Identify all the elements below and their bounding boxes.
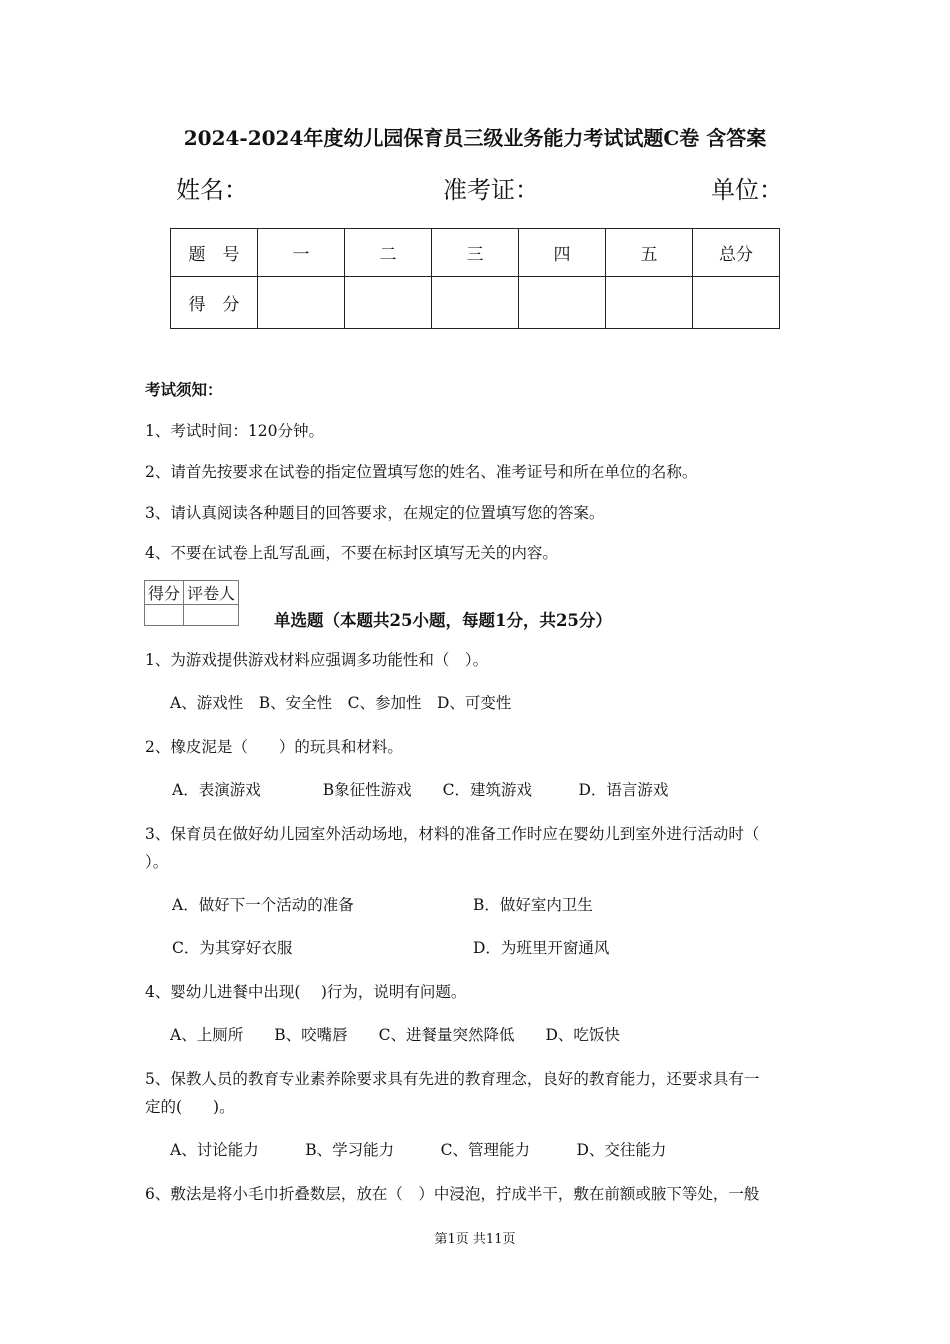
- score-table-header: 二: [345, 229, 432, 277]
- score-table-header: 五: [606, 229, 693, 277]
- score-cell: [432, 277, 519, 329]
- grader-reviewer-cell: [184, 605, 239, 626]
- question-options: A．表演游戏 B象征性游戏 C．建筑游戏 D．语言游戏: [172, 781, 669, 799]
- question-stem: 3、保育员在做好幼儿园室外活动场地，材料的准备工作时应在婴幼儿到室外进行活动时（: [145, 825, 760, 843]
- score-cell: [258, 277, 345, 329]
- question-options: A、上厕所 B、咬嘴唇 C、进餐量突然降低 D、吃饭快: [170, 1026, 620, 1044]
- question-option: D．为班里开窗通风: [473, 939, 610, 957]
- score-table-header: 四: [519, 229, 606, 277]
- question-stem: 2、橡皮泥是（ ）的玩具和材料。: [145, 738, 403, 756]
- score-table-header-row: [171, 229, 780, 277]
- score-table: [170, 228, 780, 329]
- score-table-header: 题 号: [171, 229, 258, 277]
- score-table-score-row: [171, 277, 780, 329]
- name-field-label: 姓名：: [176, 176, 248, 204]
- exam-number-field-label: 准考证：: [443, 176, 539, 204]
- question-option: A．做好下一个活动的准备: [172, 896, 354, 914]
- score-cell: [345, 277, 432, 329]
- question-stem: 5、保教人员的教育专业素养除要求具有先进的教育理念，良好的教育能力，还要求具有一: [145, 1070, 760, 1088]
- question-stem: 6、敷法是将小毛巾折叠数层，放在（ ）中浸泡，拧成半干，敷在前额或腋下等处，一般: [145, 1185, 760, 1203]
- question-stem-continued: 定的( )。: [145, 1098, 235, 1116]
- page-footer: 第1页 共11页: [434, 1232, 516, 1247]
- notice-heading: 考试须知：: [145, 380, 223, 399]
- score-table-header: 总分: [693, 229, 780, 277]
- question-stem-continued: ）。: [145, 853, 169, 871]
- document-title: 2024-2024年度幼儿园保育员三级业务能力考试试题C卷 含答案: [183, 126, 767, 150]
- grader-table: [144, 580, 239, 626]
- question-stem: 4、婴幼儿进餐中出现( )行为，说明有问题。: [145, 983, 467, 1001]
- question-option: B．做好室内卫生: [473, 896, 593, 914]
- notice-item: 1、考试时间：120分钟。: [145, 422, 324, 440]
- notice-item: 3、请认真阅读各种题目的回答要求，在规定的位置填写您的答案。: [145, 504, 605, 522]
- grader-score-cell: [145, 605, 184, 626]
- question-options: A、游戏性 B、安全性 C、参加性 D、可变性: [170, 694, 512, 712]
- notice-item: 4、不要在试卷上乱写乱画，不要在标封区填写无关的内容。: [145, 544, 558, 562]
- unit-field-label: 单位：: [711, 176, 783, 204]
- score-table-header: 一: [258, 229, 345, 277]
- score-cell: [519, 277, 606, 329]
- notice-item: 2、请首先按要求在试卷的指定位置填写您的姓名、准考证号和所在单位的名称。: [145, 463, 698, 481]
- question-options: A、讨论能力 B、学习能力 C、管理能力 D、交往能力: [170, 1141, 667, 1159]
- question-option: C．为其穿好衣服: [172, 939, 293, 957]
- score-cell: [606, 277, 693, 329]
- grader-reviewer-label: 评卷人: [184, 581, 239, 605]
- grader-score-label: 得分: [145, 581, 184, 605]
- score-cell: [693, 277, 780, 329]
- score-table-header: 三: [432, 229, 519, 277]
- score-row-label: 得 分: [171, 277, 258, 329]
- question-stem: 1、为游戏提供游戏材料应强调多功能性和（ ）。: [145, 651, 489, 669]
- section-title: 单选题（本题共25小题，每题1分，共25分）: [274, 611, 612, 630]
